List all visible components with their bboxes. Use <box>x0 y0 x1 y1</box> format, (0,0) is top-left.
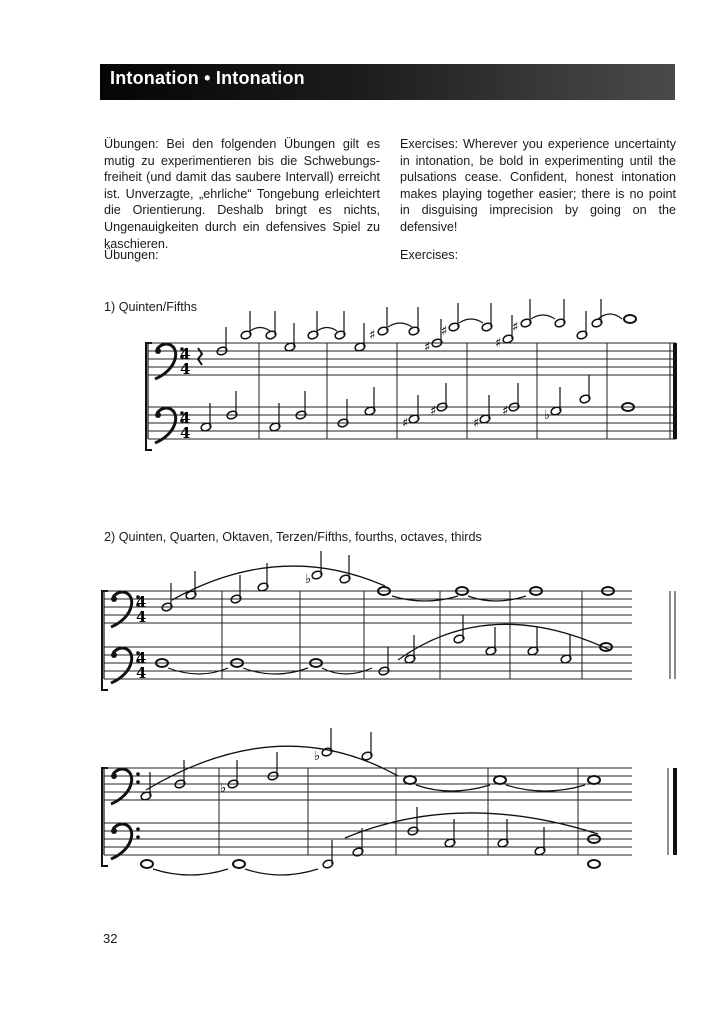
svg-text:♯: ♯ <box>495 336 502 351</box>
svg-text:♭: ♭ <box>220 781 227 796</box>
upper-notes <box>198 299 636 365</box>
system-bracket <box>102 768 108 866</box>
lower-notes <box>156 615 612 676</box>
staff-upper <box>148 343 676 375</box>
time-signature: 4 <box>136 593 147 611</box>
time-signature: 4 <box>180 345 191 363</box>
svg-text:♯: ♯ <box>473 416 480 431</box>
svg-text:♯: ♯ <box>430 404 437 419</box>
svg-text:♭: ♭ <box>314 749 321 764</box>
svg-text:♯: ♯ <box>512 320 519 335</box>
exercise-1-title: 1) Quinten/Fifths <box>104 300 198 314</box>
bass-clef-icon <box>111 769 140 804</box>
time-signature: 4 <box>180 424 191 442</box>
time-signature: 4 <box>180 409 191 427</box>
time-signature: 4 <box>136 664 147 682</box>
german-exercises-label: Übungen: <box>104 248 159 262</box>
svg-text:♯: ♯ <box>441 324 448 339</box>
upper-notes <box>161 551 614 612</box>
exercise-2-title: 2) Quinten, Quarten, Oktaven, Terzen/Fifths, fourths, octaves, thirds <box>104 530 482 544</box>
staff-lower <box>104 647 632 679</box>
german-intro-text: Übungen: Bei den folgenden Übungen gilt es mutig zu experimentieren bis die Schwebungsfreiheit (und damit das saubere Intervall) erreicht ist. Unverzagte, „ehrliche“ Tongebung erleichtert die Orientierung. Deshalb bringt es nichts, Ungenauigkeiten durch ein defensives Spiel zu kaschieren. <box>104 137 380 251</box>
english-intro-text: Exercises: Wherever you experience uncertainty in intonation, be bold in experimenting until the pulsations cease. Confident, honest intonation makes playing together easier; there is no point in disguising imprecision by going on the defensive! <box>400 137 676 234</box>
time-signature: 4 <box>136 649 147 667</box>
upper-notes <box>140 728 600 801</box>
lower-notes <box>200 375 634 432</box>
svg-text:♯: ♯ <box>424 340 431 355</box>
page-number: 32 <box>103 931 118 946</box>
bass-clef-icon <box>111 824 140 859</box>
staff-lower <box>104 823 632 855</box>
exercise-2-system-a <box>102 551 675 690</box>
time-signature: 4 <box>136 608 147 626</box>
svg-text:♯: ♯ <box>502 404 509 419</box>
svg-text:♯: ♯ <box>402 416 409 431</box>
section-title: Intonation • Intonation <box>110 68 305 88</box>
staff-upper <box>104 591 632 623</box>
svg-text:♯: ♯ <box>369 328 376 343</box>
exercise-2-system-b <box>102 728 675 875</box>
english-exercises-label: Exercises: <box>400 248 459 262</box>
lower-notes <box>141 807 600 875</box>
exercise-1-system <box>146 299 676 450</box>
staff-upper <box>104 768 632 800</box>
system-bracket <box>102 591 108 690</box>
time-signature: 4 <box>180 360 191 378</box>
svg-text:♭: ♭ <box>544 408 551 423</box>
svg-text:♭: ♭ <box>305 572 312 587</box>
